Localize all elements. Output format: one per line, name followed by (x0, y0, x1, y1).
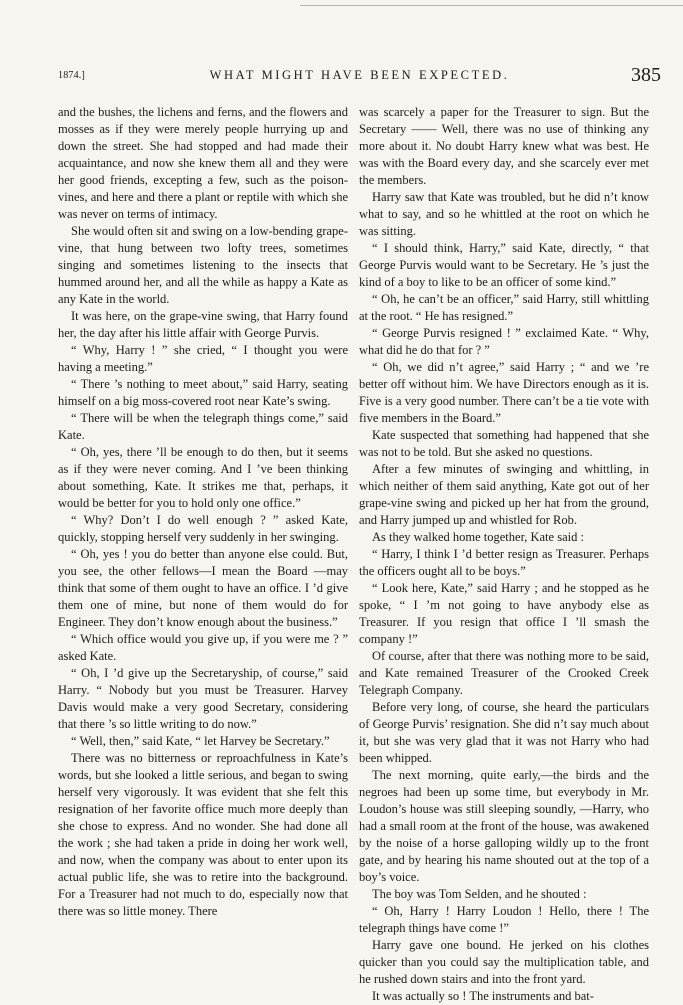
paragraph: It was actually so ! The instruments and bat- (372, 989, 594, 1003)
paragraph: “ Why? Don’t I do well enough ? ” asked Kate, quickly, stopping herself very suddenly in her swinging. (58, 513, 348, 544)
paragraph: It was here, on the grape-vine swing, that Harry found her, the day after his little affair with George Purvis. (58, 309, 348, 340)
paragraph: “ Oh, we did n’t agree,” said Harry ; “ and we ’re better off without him. We have Directors enough as it is. Five is a very good number. There can’t be a tie vote with five members in the Board.” (359, 360, 649, 425)
paragraph: Kate suspected that something had happened that she was not to be told. But she asked no questions. (359, 428, 649, 459)
left-column (58, 104, 348, 920)
right-column (359, 104, 649, 1005)
paragraph: As they walked home together, Kate said : (372, 530, 584, 544)
paragraph: “ Oh, yes ! you do better than anyone else could. But, you see, the other fellows—I mean the Board —may think that some of them ought to have an office. I ’d give them one of mine, but none of them would do for Engineer. They don’t know enough about the business.” (58, 547, 348, 629)
paragraph: There was no bitterness or reproachfulness in Kate’s words, but she looked a little serious, and began to swing herself very vigorously. It was evident that she felt this resignation of her favorite office much more deeply than she chose to express. And no wonder. She had done all the work ; she had taken a pride in doing her work well, and now, when the company was about to enter upon its actual public life, she was to retire into the background. For a Treasurer had not much to do, especially now that there was so little money. There (58, 751, 348, 918)
paragraph: “ There will be when the telegraph things come,” said Kate. (58, 411, 348, 442)
paragraph: The boy was Tom Selden, and he shouted : (372, 887, 587, 901)
paragraph: “ Look here, Kate,” said Harry ; and he stopped as he spoke, “ I ’m not going to have anybody else as Treasurer. If you resign that office I ’ll smash the company !” (359, 581, 649, 646)
header-year: 1874.] (58, 70, 86, 81)
paragraph: The next morning, quite early,—the birds and the negroes had been up some time, but everybody in Mr. Loudon’s house was still sleeping soundly, —Harry, who had a small room at the front of the house, was awakened by the noise of a horse galloping wildly up to the front gate, and by hearing his name shouted out at the top of a boy’s voice. (359, 768, 649, 884)
page-number: 385 (631, 64, 661, 86)
paragraph: “ Oh, Harry ! Harry Loudon ! Hello, there ! The telegraph things have come !” (359, 904, 649, 935)
paragraph: “ Why, Harry ! ” she cried, “ I thought you were having a meeting.” (58, 343, 348, 374)
paragraph: was scarcely a paper for the Treasurer to sign. But the Secretary —— Well, there was no use of thinking any more about it. No doubt Harry knew what was best. He was with the Board every day, and she scarcely ever met the members. (359, 105, 649, 187)
paragraph: “ Well, then,” said Kate, “ let Harvey be Secretary.” (71, 734, 330, 748)
paragraph: Harry saw that Kate was troubled, but he did n’t know what to say, and so he whittled at the root on which he was sitting. (359, 190, 649, 238)
paragraph: She would often sit and swing on a low-bending grape-vine, that hung between two lofty trees, sometimes singing and sometimes listening to the insects that hummed around her, and all the while as happy a Kate as any Kate in the world. (58, 224, 348, 306)
paragraph: and the bushes, the lichens and ferns, and the flowers and mosses as if they were merely people hurrying up and down the street. She had stopped and had made their acquaintance, and now she knew them all and they were her good friends, excepting a few, such as the poison-vines, and here and there a plant or reptile with which she was never on terms of intimacy. (58, 105, 348, 221)
paragraph: “ Which office would you give up, if you were me ? ” asked Kate. (58, 632, 348, 663)
paragraph: “ George Purvis resigned ! ” exclaimed Kate. “ Why, what did he do that for ? ” (359, 326, 649, 357)
paragraph: “ Oh, he can’t be an officer,” said Harry, still whittling at the root. “ He has resigned.” (359, 292, 649, 323)
paragraph: “ Oh, I ’d give up the Secretaryship, of course,” said Harry. “ Nobody but you must be Treasurer. Harvey Davis would make a very good Secretary, considering that there ’s so little writing to do now.” (58, 666, 348, 731)
paragraph: “ I should think, Harry,” said Kate, directly, “ that George Purvis would want to be Secretary. He ’s just the kind of a boy to like to be an officer of some kind.” (359, 241, 649, 289)
top-rule (300, 5, 683, 6)
paragraph: After a few minutes of swinging and whittling, in which neither of them said anything, Kate got out of her grape-vine swing and picked up her hat from the ground, and Harry jumped up and whistled for Rob. (359, 462, 649, 527)
header-title: WHAT MIGHT HAVE BEEN EXPECTED. (209, 68, 510, 82)
paragraph: “ Oh, yes, there ’ll be enough to do then, but it seems as if they were never coming. And I ’ve been thinking about something, Kate. It strikes me that, perhaps, it would be better for you to hold only one office.” (58, 445, 348, 510)
paragraph: Before very long, of course, she heard the particulars of George Purvis’ resignation. She did n’t say much about it, but she was very glad that it was not Harry who had been whipped. (359, 700, 649, 765)
paragraph: “ There ’s nothing to meet about,” said Harry, seating himself on a big moss-covered root near Kate’s swing. (58, 377, 348, 408)
paragraph: Of course, after that there was nothing more to be said, and Kate remained Treasurer of the Crooked Creek Telegraph Company. (359, 649, 649, 697)
running-header (58, 66, 661, 90)
paragraph: “ Harry, I think I ’d better resign as Treasurer. Perhaps the officers ought all to be boys.” (359, 547, 649, 578)
paragraph: Harry gave one bound. He jerked on his clothes quicker than you could say the multiplication table, and he rushed down stairs and into the front yard. (359, 938, 649, 986)
